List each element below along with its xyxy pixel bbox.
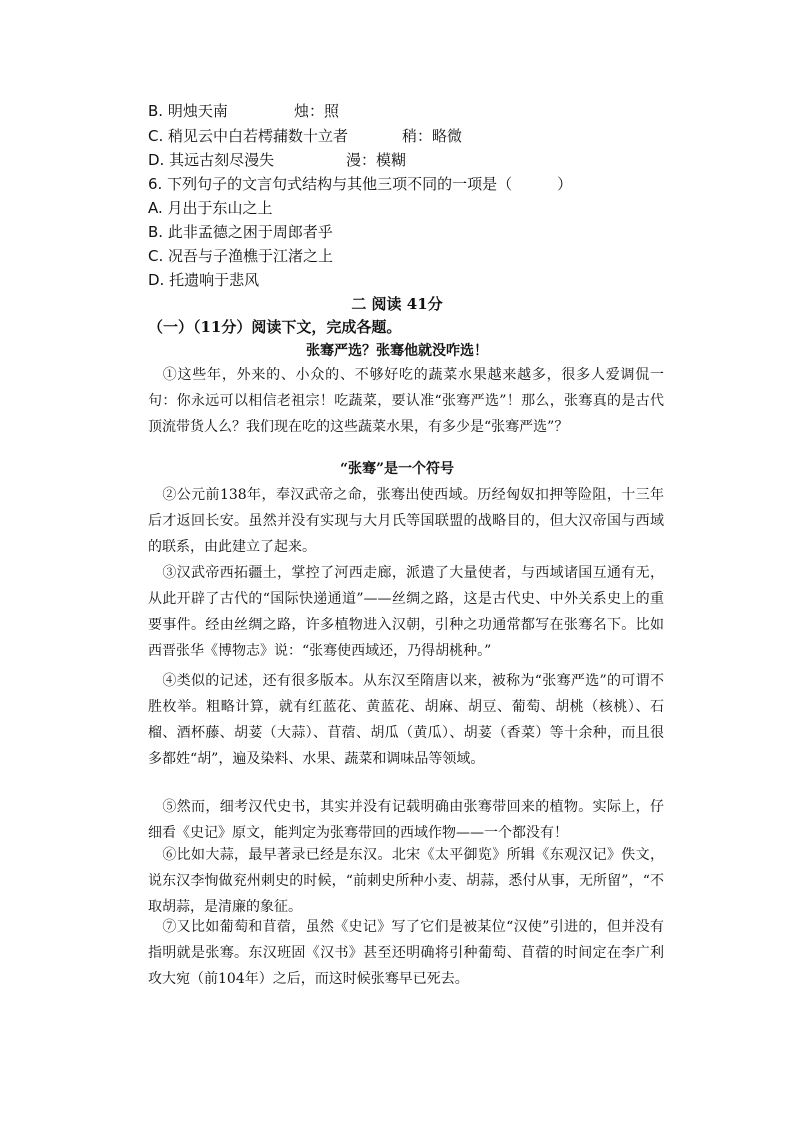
q6-option-d: D. 托遗响于悲风 <box>148 271 260 289</box>
paragraph-1 <box>148 362 664 440</box>
option-text: D. 其远古刻尽漫失 <box>148 151 275 169</box>
paragraph-text: ⑥比如大蒜，最早著录已经是东汉。北宋《太平御览》所辑《东观汉记》佚文，说东汉李恂做兖州刺史的时候，“前刺史所种小麦、胡蒜，悉付从事，无所留”，“不取胡蒜，是清廉的象征。 <box>148 847 664 915</box>
paragraph-2 <box>148 482 664 560</box>
section-heading: 二 阅读 41分 <box>351 295 443 313</box>
q6-option-c: C. 况吾与子渔樵于江渚之上 <box>148 247 334 265</box>
q6-stem: 6. 下列句子的文言句式结构与其他三项不同的一项是（ ） <box>148 175 573 193</box>
paragraph-text: ①这些年，外来的、小众的、不够好吃的蔬菜水果越来越多，很多人爱调侃一句：你永远可以相信老祖宗！吃蔬菜，要认准“张骞严选”！那么，张骞真的是古代顶流带货人么？我们现在吃的这些蔬菜水果，有多少是“张骞严选”？ <box>148 367 664 435</box>
article-subtitle: “张骞”是一个符号 <box>339 461 455 477</box>
q6-option-a: A. 月出于东山之上 <box>148 199 273 217</box>
option-text: B. 明烛天南 <box>148 102 228 120</box>
option-gloss: 漫：模糊 <box>346 151 407 169</box>
paragraph-4 <box>148 668 664 772</box>
paragraph-text: ④类似的记述，还有很多版本。从东汉至隋唐以来，被称为“张骞严选”的可谓不胜枚举。粗略计算，就有红蓝花、黄蓝花、胡麻、胡豆、葡萄、胡桃（核桃）、石榴、酒杯藤、胡荽（大蒜）、苜蓿、胡瓜（黄瓜）、胡荽（香菜）等十余种，而且很多都姓“胡”，遍及染料、水果、蔬菜和调味品等领域。 <box>148 673 664 767</box>
option-text: C. 稍见云中白若樗蒱数十立者 <box>148 127 349 145</box>
paragraph-6 <box>148 842 664 920</box>
paragraph-7 <box>148 914 664 992</box>
paragraph-text: ②公元前138年，奉汉武帝之命，张骞出使西域。历经匈奴扣押等险阻，十三年后才返回长安。虽然并没有实现与大月氏等国联盟的战略目的，但大汉帝国与西域的联系，由此建立了起来。 <box>148 487 664 555</box>
option-gloss: 稍：略微 <box>402 127 463 145</box>
q6-option-b: B. 此非孟德之困于周郎者乎 <box>148 223 333 241</box>
paragraph-5 <box>148 794 664 846</box>
paragraph-text: ⑤然而，细考汉代史书，其实并没有记载明确由张骞带回来的植物。实际上，仔细看《史记》原文，能判定为张骞带回的西域作物——一个都没有！ <box>148 799 664 841</box>
paragraph-3 <box>148 560 664 664</box>
q5-option-c <box>148 125 463 147</box>
article-title: 张骞严选？张骞他就没咋选！ <box>306 343 488 359</box>
q5-option-b <box>148 100 340 122</box>
part-lead: （一）（11分）阅读下文，完成各题。 <box>148 318 402 336</box>
q5-option-d <box>148 149 407 171</box>
paragraph-text: ⑦又比如葡萄和苜蓿，虽然《史记》写了它们是被某位“汉使”引进的，但并没有指明就是张骞。东汉班固《汉书》甚至还明确将引种葡萄、苜蓿的时间定在李广利攻大宛（前104年）之后，而这时候张骞早已死去。 <box>148 919 664 987</box>
paragraph-text: ③汉武帝西拓疆土，掌控了河西走廊，派遣了大量使者，与西域诸国互通有无，从此开辟了古代的“国际快递通道”——丝绸之路，这是古代史、中外关系史上的重要事件。经由丝绸之路，许多植物进入汉朝，引种之功通常都写在张骞名下。比如西晋张华《博物志》说：“张骞使西域还，乃得胡桃种。” <box>148 565 664 659</box>
option-gloss: 烛：照 <box>294 102 340 120</box>
